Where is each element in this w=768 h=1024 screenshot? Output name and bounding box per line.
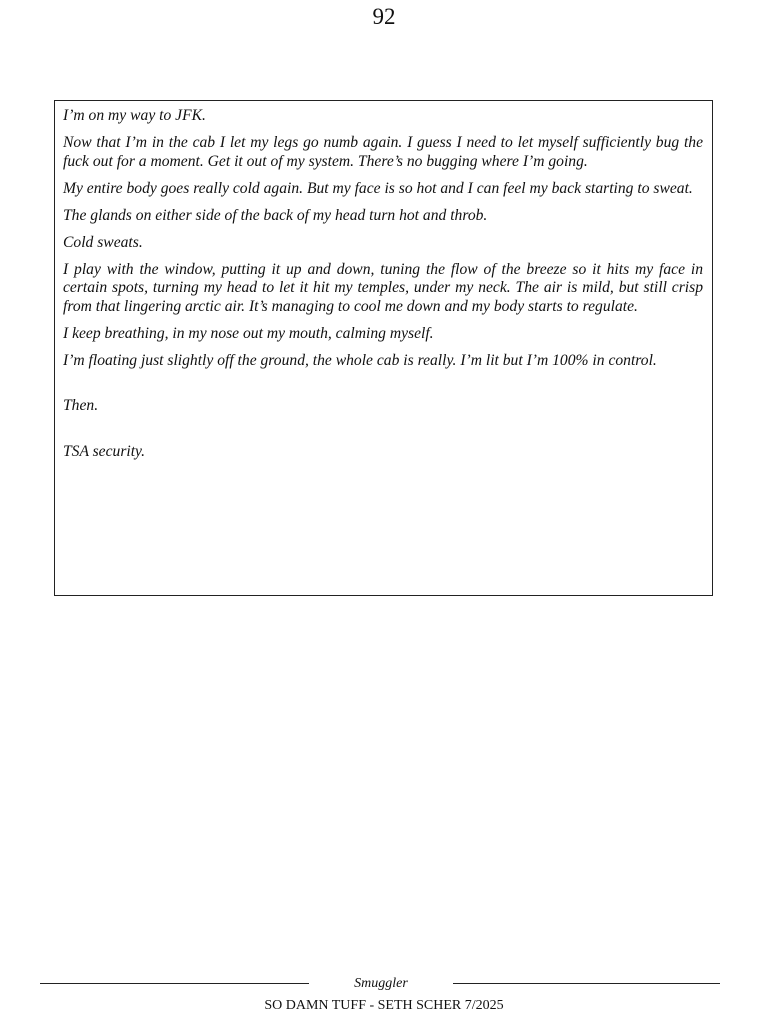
paragraph-6: I play with the window, putting it up and down, tuning the flow of the breeze so it hits my face in certain spots, turning my head to let it hit my temples, under my neck. The air is mild, but still crisp from that lingering arctic air. It’s managing to cool me down and my body starts to regulate. — [63, 260, 703, 315]
paragraph-8: I’m floating just slightly off the ground, the whole cab is really. I’m lit but I’m 100% in control. — [63, 351, 657, 369]
paragraph-3: My entire body goes really cold again. But my face is so hot and I can feel my back starting to sweat. — [63, 179, 693, 197]
footer-rule-left — [40, 983, 309, 984]
page-number: 92 — [372, 4, 396, 29]
footer-credit: SO DAMN TUFF - SETH SCHER 7/2025 — [264, 998, 504, 1013]
paragraph-10: TSA security. — [63, 442, 146, 460]
text-box — [54, 100, 713, 596]
paragraph-7: I keep breathing, in my nose out my mouth, calming myself. — [63, 324, 434, 342]
paragraph-1: I’m on my way to JFK. — [63, 107, 206, 124]
paragraph-4: The glands on either side of the back of my head turn hot and throb. — [63, 206, 488, 224]
footer-rule-right — [453, 983, 720, 984]
paragraph-2: Now that I’m in the cab I let my legs go numb again. I guess I need to let myself sufficiently bug the fuck out for a moment. Get it out of my system. There’s no bugging where I’m going. — [63, 133, 703, 170]
paragraph-5: Cold sweats. — [63, 233, 143, 251]
footer-title: Smuggler — [354, 976, 408, 991]
paragraph-9: Then. — [63, 397, 99, 415]
